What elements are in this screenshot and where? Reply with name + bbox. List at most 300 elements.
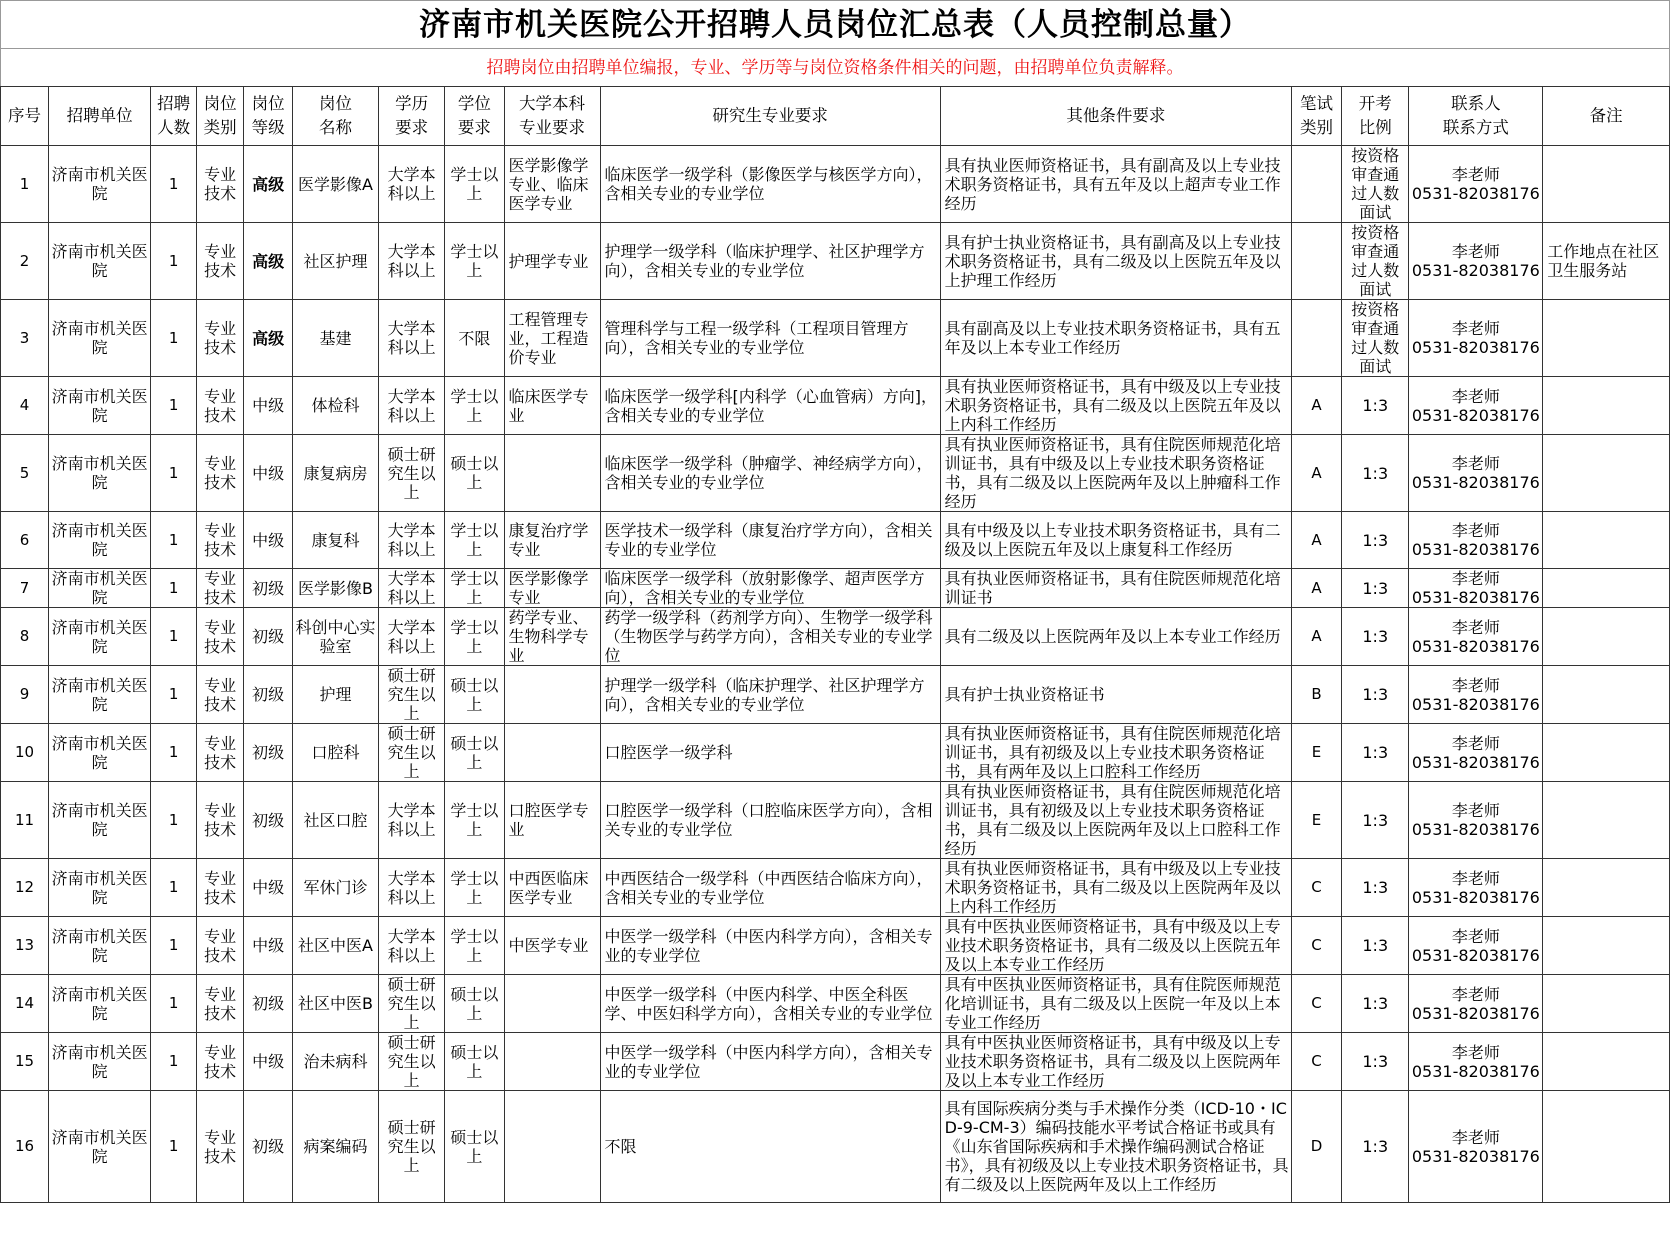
cell-exam[interactable]: C (1292, 1033, 1342, 1091)
contact-name: 李老师 (1451, 242, 1500, 261)
header-exam-line: 类别 (1300, 118, 1334, 137)
cell-edu[interactable]: 大学本科以上 (378, 608, 444, 666)
cell-grad[interactable]: 医学技术一级学科（康复治疗学方向），含相关专业的专业学位 (600, 512, 940, 569)
cell-category[interactable]: 专业技术 (197, 146, 244, 223)
cell-degree[interactable]: 学士以上 (445, 917, 504, 975)
cell-ratio[interactable]: 1:3 (1342, 569, 1409, 608)
table-row (1, 512, 1670, 569)
cell-unit[interactable]: 济南市机关医院 (49, 724, 151, 782)
cell-unit[interactable]: 济南市机关医院 (49, 608, 151, 666)
cell-count[interactable]: 1 (151, 608, 197, 666)
cell-no[interactable]: 1 (1, 146, 49, 223)
cell-note[interactable] (1543, 435, 1670, 512)
cell-count[interactable]: 1 (151, 666, 197, 724)
cell-contact[interactable] (1409, 1091, 1543, 1203)
cell-category[interactable]: 专业技术 (197, 569, 244, 608)
cell-ratio[interactable]: 1:3 (1342, 608, 1409, 666)
cell-edu[interactable]: 硕士研究生以上 (378, 975, 444, 1033)
cell-edu[interactable]: 硕士研究生以上 (378, 724, 444, 782)
contact-phone: 0531-82038176 (1411, 473, 1540, 492)
header-degree-line: 学位 (457, 94, 491, 113)
contact-phone: 0531-82038176 (1411, 338, 1540, 357)
cell-undergrad[interactable] (504, 724, 600, 782)
cell-ratio[interactable]: 1:3 (1342, 512, 1409, 569)
cell-note[interactable] (1543, 975, 1670, 1033)
cell-edu[interactable]: 大学本科以上 (378, 146, 444, 223)
cell-name[interactable]: 社区中医A (293, 917, 379, 975)
header-category-line: 类别 (203, 118, 237, 137)
cell-count[interactable]: 1 (151, 917, 197, 975)
cell-undergrad[interactable] (504, 1033, 600, 1091)
cell-ratio[interactable]: 1:3 (1342, 1033, 1409, 1091)
cell-degree[interactable]: 学士以上 (445, 223, 504, 300)
cell-grad[interactable]: 口腔医学一级学科 (600, 724, 940, 782)
cell-contact[interactable] (1409, 666, 1543, 724)
header-ratio (1342, 87, 1409, 146)
cell-no[interactable]: 4 (1, 377, 49, 435)
cell-ratio[interactable]: 1:3 (1342, 917, 1409, 975)
cell-category[interactable]: 专业技术 (197, 608, 244, 666)
cell-count[interactable]: 1 (151, 1033, 197, 1091)
cell-name[interactable]: 军休门诊 (293, 859, 379, 917)
cell-count[interactable]: 1 (151, 300, 197, 377)
cell-undergrad[interactable]: 工程管理专业，工程造价专业 (504, 300, 600, 377)
header-count (151, 87, 197, 146)
cell-other[interactable]: 具有护士执业资格证书 (940, 666, 1291, 724)
cell-undergrad[interactable]: 医学影像学专业 (504, 569, 600, 608)
cell-name[interactable]: 社区护理 (293, 223, 379, 300)
header-category (197, 87, 244, 146)
header-other (940, 87, 1291, 146)
cell-name[interactable]: 护理 (293, 666, 379, 724)
cell-undergrad[interactable]: 口腔医学专业 (504, 782, 600, 859)
cell-count[interactable]: 1 (151, 377, 197, 435)
cell-no[interactable]: 5 (1, 435, 49, 512)
table-row (1, 666, 1670, 724)
cell-other[interactable]: 具有中医执业医师资格证书，具有中级及以上专业技术职务资格证书，具有二级及以上医院五年及以上本专业工作经历 (940, 917, 1291, 975)
header-edu-line: 要求 (395, 118, 429, 137)
cell-degree[interactable]: 学士以上 (445, 859, 504, 917)
cell-other[interactable]: 具有执业医师资格证书，具有住院医师规范化培训证书，具有中级及以上专业技术职务资格证书，具有二级及以上医院两年及以上肿瘤科工作经历 (940, 435, 1291, 512)
cell-level[interactable]: 高级 (244, 300, 293, 377)
table-row (1, 608, 1670, 666)
cell-undergrad[interactable]: 药学专业、生物科学专业 (504, 608, 600, 666)
cell-note[interactable] (1543, 1091, 1670, 1203)
cell-contact[interactable] (1409, 146, 1543, 223)
header-exam-line: 笔试 (1300, 94, 1334, 113)
cell-edu[interactable]: 大学本科以上 (378, 223, 444, 300)
cell-no[interactable]: 15 (1, 1033, 49, 1091)
cell-level[interactable]: 初级 (244, 1091, 293, 1203)
cell-contact[interactable] (1409, 975, 1543, 1033)
cell-exam[interactable] (1292, 146, 1342, 223)
cell-degree[interactable]: 学士以上 (445, 377, 504, 435)
cell-category[interactable]: 专业技术 (197, 223, 244, 300)
cell-grad[interactable]: 管理科学与工程一级学科（工程项目管理方向），含相关专业的专业学位 (600, 300, 940, 377)
cell-no[interactable]: 14 (1, 975, 49, 1033)
cell-unit[interactable]: 济南市机关医院 (49, 782, 151, 859)
header-level (244, 87, 293, 146)
cell-no[interactable]: 11 (1, 782, 49, 859)
cell-count[interactable]: 1 (151, 975, 197, 1033)
cell-grad[interactable]: 药学一级学科（药剂学方向）、生物学一级学科（生物医学与药学方向），含相关专业的专业学位 (600, 608, 940, 666)
cell-note[interactable] (1543, 724, 1670, 782)
cell-ratio[interactable]: 1:3 (1342, 435, 1409, 512)
contact-phone: 0531-82038176 (1411, 945, 1540, 965)
cell-edu[interactable]: 大学本科以上 (378, 300, 444, 377)
cell-category[interactable]: 专业技术 (197, 300, 244, 377)
cell-other[interactable]: 具有执业医师资格证书，具有住院医师规范化培训证书，具有初级及以上专业技术职务资格证书，具有两年及以上口腔科工作经历 (940, 724, 1291, 782)
cell-other[interactable]: 具有中级及以上专业技术职务资格证书，具有二级及以上医院五年及以上康复科工作经历 (940, 512, 1291, 569)
header-ratio-line: 比例 (1358, 118, 1392, 137)
cell-note[interactable] (1543, 300, 1670, 377)
cell-unit[interactable]: 济南市机关医院 (49, 569, 151, 608)
cell-grad[interactable]: 中医学一级学科（中医内科学、中医全科医学、中医妇科学方向），含相关专业的专业学位 (600, 975, 940, 1033)
cell-grad[interactable]: 口腔医学一级学科（口腔临床医学方向），含相关专业的专业学位 (600, 782, 940, 859)
cell-degree[interactable]: 学士以上 (445, 782, 504, 859)
cell-grad[interactable]: 中医学一级学科（中医内科学方向），含相关专业的专业学位 (600, 1033, 940, 1091)
cell-grad[interactable]: 临床医学一级学科（放射影像学、超声医学方向），含相关专业的专业学位 (600, 569, 940, 608)
cell-other[interactable]: 具有执业医师资格证书，具有副高及以上专业技术职务资格证书，具有五年及以上超声专业工作经历 (940, 146, 1291, 223)
cell-unit[interactable]: 济南市机关医院 (49, 1033, 151, 1091)
contact-name: 李老师 (1451, 1042, 1500, 1062)
cell-name[interactable]: 康复科 (293, 512, 379, 569)
contact-phone: 0531-82038176 (1411, 184, 1540, 203)
cell-name[interactable]: 体检科 (293, 377, 379, 435)
cell-other[interactable]: 具有中医执业医师资格证书，具有住院医师规范化培训证书，具有二级及以上医院一年及以上本专业工作经历 (940, 975, 1291, 1033)
cell-note[interactable] (1543, 666, 1670, 724)
cell-edu[interactable]: 大学本科以上 (378, 859, 444, 917)
table-row (1, 975, 1670, 1033)
cell-edu[interactable]: 硕士研究生以上 (378, 666, 444, 724)
contact-phone: 0531-82038176 (1411, 1061, 1540, 1081)
cell-contact[interactable] (1409, 782, 1543, 859)
cell-contact[interactable] (1409, 435, 1543, 512)
cell-name[interactable]: 基建 (293, 300, 379, 377)
cell-level[interactable]: 中级 (244, 1033, 293, 1091)
cell-unit[interactable]: 济南市机关医院 (49, 300, 151, 377)
cell-name[interactable]: 医学影像A (293, 146, 379, 223)
cell-other[interactable]: 具有执业医师资格证书，具有住院医师规范化培训证书 (940, 569, 1291, 608)
page-subtitle: 招聘岗位由招聘单位编报，专业、学历等与岗位资格条件相关的问题，由招聘单位负责解释。 (0, 48, 1670, 86)
cell-other[interactable]: 具有中医执业医师资格证书，具有中级及以上专业技术职务资格证书，具有二级及以上医院两年及以上本专业工作经历 (940, 1033, 1291, 1091)
header-level-line: 岗位 (251, 94, 285, 113)
cell-ratio[interactable]: 1:3 (1342, 782, 1409, 859)
cell-other[interactable]: 具有副高及以上专业技术职务资格证书，具有五年及以上本专业工作经历 (940, 300, 1291, 377)
cell-count[interactable]: 1 (151, 782, 197, 859)
cell-no[interactable]: 7 (1, 569, 49, 608)
cell-edu[interactable]: 大学本科以上 (378, 917, 444, 975)
cell-no[interactable]: 8 (1, 608, 49, 666)
table-row (1, 223, 1670, 300)
cell-undergrad[interactable]: 康复治疗学专业 (504, 512, 600, 569)
cell-note[interactable] (1543, 782, 1670, 859)
cell-name[interactable]: 口腔科 (293, 724, 379, 782)
cell-count[interactable]: 1 (151, 512, 197, 569)
cell-unit[interactable]: 济南市机关医院 (49, 435, 151, 512)
cell-level[interactable]: 中级 (244, 435, 293, 512)
cell-degree[interactable]: 硕士以上 (445, 724, 504, 782)
cell-count[interactable]: 1 (151, 569, 197, 608)
header-unit-line: 招聘单位 (66, 106, 133, 125)
cell-category[interactable]: 专业技术 (197, 1091, 244, 1203)
cell-exam[interactable] (1292, 223, 1342, 300)
cell-other[interactable]: 具有执业医师资格证书，具有住院医师规范化培训证书，具有初级及以上专业技术职务资格证书，具有二级及以上医院两年及以上口腔科工作经历 (940, 782, 1291, 859)
cell-no[interactable]: 9 (1, 666, 49, 724)
contact-phone: 0531-82038176 (1411, 752, 1540, 772)
cell-degree[interactable]: 学士以上 (445, 569, 504, 608)
cell-name[interactable]: 医学影像B (293, 569, 379, 608)
cell-exam[interactable]: C (1292, 859, 1342, 917)
table-row (1, 377, 1670, 435)
cell-edu[interactable]: 大学本科以上 (378, 512, 444, 569)
cell-undergrad[interactable]: 医学影像学专业、临床医学专业 (504, 146, 600, 223)
cell-category[interactable]: 专业技术 (197, 859, 244, 917)
cell-ratio[interactable]: 1:3 (1342, 377, 1409, 435)
cell-grad[interactable]: 中医学一级学科（中医内科学方向），含相关专业的专业学位 (600, 917, 940, 975)
cell-category[interactable]: 专业技术 (197, 666, 244, 724)
cell-no[interactable]: 2 (1, 223, 49, 300)
cell-category[interactable]: 专业技术 (197, 1033, 244, 1091)
cell-ratio[interactable]: 1:3 (1342, 975, 1409, 1033)
cell-note[interactable]: 工作地点在社区卫生服务站 (1543, 223, 1670, 300)
cell-other[interactable]: 具有护士执业资格证书，具有副高及以上专业技术职务资格证书，具有二级及以上医院五年及以上护理工作经历 (940, 223, 1291, 300)
cell-level[interactable]: 初级 (244, 569, 293, 608)
contact-name: 李老师 (1451, 386, 1500, 406)
cell-edu[interactable]: 硕士研究生以上 (378, 1091, 444, 1203)
cell-degree[interactable]: 硕士以上 (445, 666, 504, 724)
contact-phone: 0531-82038176 (1411, 820, 1540, 839)
cell-level[interactable]: 初级 (244, 975, 293, 1033)
cell-contact[interactable] (1409, 223, 1543, 300)
cell-exam[interactable]: E (1292, 782, 1342, 859)
cell-contact[interactable] (1409, 569, 1543, 608)
cell-level[interactable]: 初级 (244, 724, 293, 782)
cell-contact[interactable] (1409, 917, 1543, 975)
cell-count[interactable]: 1 (151, 435, 197, 512)
cell-other[interactable]: 具有国际疾病分类与手术操作分类（ICD-10・ICD-9-CM-3）编码技能水平考试合格证书或具有《山东省国际疾病和手术操作编码测试合格证书》，具有初级及以上专业技术职务资格证书，具有二级及以上医院两年及以上工作经历 (940, 1091, 1291, 1203)
cell-ratio[interactable]: 按资格审查通过人数面试 (1342, 223, 1409, 300)
header-note (1543, 87, 1670, 146)
cell-grad[interactable]: 中西医结合一级学科（中西医结合临床方向），含相关专业的专业学位 (600, 859, 940, 917)
cell-count[interactable]: 1 (151, 1091, 197, 1203)
cell-level[interactable]: 高级 (244, 146, 293, 223)
contact-name: 李老师 (1451, 617, 1500, 637)
cell-contact[interactable] (1409, 608, 1543, 666)
cell-degree[interactable]: 硕士以上 (445, 435, 504, 512)
header-edu-line: 学历 (395, 94, 429, 113)
cell-undergrad[interactable]: 临床医学专业 (504, 377, 600, 435)
contact-name: 李老师 (1451, 733, 1500, 753)
table-row (1, 435, 1670, 512)
cell-degree[interactable]: 学士以上 (445, 608, 504, 666)
contact-phone: 0531-82038176 (1411, 261, 1540, 280)
cell-contact[interactable] (1409, 1033, 1543, 1091)
cell-note[interactable] (1543, 608, 1670, 666)
contact-phone: 0531-82038176 (1411, 1003, 1540, 1023)
cell-undergrad[interactable] (504, 975, 600, 1033)
cell-degree[interactable]: 不限 (445, 300, 504, 377)
cell-contact[interactable] (1409, 377, 1543, 435)
header-edu (378, 87, 444, 146)
page-title: 济南市机关医院公开招聘人员岗位汇总表（人员控制总量） (0, 0, 1670, 48)
cell-exam[interactable]: C (1292, 917, 1342, 975)
cell-category[interactable]: 专业技术 (197, 435, 244, 512)
cell-degree[interactable]: 硕士以上 (445, 975, 504, 1033)
cell-note[interactable] (1543, 377, 1670, 435)
cell-unit[interactable]: 济南市机关医院 (49, 223, 151, 300)
header-no-line: 序号 (8, 106, 41, 125)
cell-unit[interactable]: 济南市机关医院 (49, 377, 151, 435)
cell-contact[interactable] (1409, 724, 1543, 782)
cell-contact[interactable] (1409, 512, 1543, 569)
cell-level[interactable]: 中级 (244, 512, 293, 569)
cell-degree[interactable]: 学士以上 (445, 512, 504, 569)
cell-exam[interactable]: B (1292, 666, 1342, 724)
cell-degree[interactable]: 硕士以上 (445, 1091, 504, 1203)
table-row (1, 569, 1670, 608)
cell-no[interactable]: 16 (1, 1091, 49, 1203)
cell-edu[interactable]: 大学本科以上 (378, 782, 444, 859)
cell-count[interactable]: 1 (151, 724, 197, 782)
header-undergrad-line: 大学本科 (519, 94, 586, 113)
cell-unit[interactable]: 济南市机关医院 (49, 975, 151, 1033)
table-row (1, 917, 1670, 975)
cell-exam[interactable]: C (1292, 975, 1342, 1033)
cell-grad[interactable]: 护理学一级学科（临床护理学、社区护理学方向），含相关专业的专业学位 (600, 223, 940, 300)
cell-undergrad[interactable]: 中医学专业 (504, 917, 600, 975)
cell-unit[interactable]: 济南市机关医院 (49, 1091, 151, 1203)
header-name (293, 87, 379, 146)
cell-exam[interactable]: D (1292, 1091, 1342, 1203)
cell-undergrad[interactable] (504, 666, 600, 724)
header-other-line: 其他条件要求 (1066, 106, 1166, 125)
contact-phone: 0531-82038176 (1411, 694, 1540, 714)
cell-ratio[interactable]: 1:3 (1342, 724, 1409, 782)
cell-note[interactable] (1543, 146, 1670, 223)
cell-level[interactable]: 中级 (244, 377, 293, 435)
cell-grad[interactable]: 护理学一级学科（临床护理学、社区护理学方向），含相关专业的专业学位 (600, 666, 940, 724)
cell-other[interactable]: 具有执业医师资格证书，具有中级及以上专业技术职务资格证书，具有二级及以上医院两年及以上内科工作经历 (940, 859, 1291, 917)
cell-ratio[interactable]: 按资格审查通过人数面试 (1342, 146, 1409, 223)
cell-exam[interactable]: A (1292, 608, 1342, 666)
header-count-line: 招聘 (157, 94, 191, 113)
cell-exam[interactable]: A (1292, 569, 1342, 608)
table-row (1, 724, 1670, 782)
cell-note[interactable] (1543, 917, 1670, 975)
cell-grad[interactable]: 临床医学一级学科[内科学（心血管病）方向]，含相关专业的专业学位 (600, 377, 940, 435)
cell-count[interactable]: 1 (151, 859, 197, 917)
contact-phone: 0531-82038176 (1411, 887, 1540, 907)
cell-count[interactable]: 1 (151, 223, 197, 300)
cell-ratio[interactable]: 1:3 (1342, 859, 1409, 917)
cell-unit[interactable]: 济南市机关医院 (49, 859, 151, 917)
cell-name[interactable]: 科创中心实验室 (293, 608, 379, 666)
cell-degree[interactable]: 硕士以上 (445, 1033, 504, 1091)
cell-no[interactable]: 13 (1, 917, 49, 975)
cell-ratio[interactable]: 1:3 (1342, 666, 1409, 724)
cell-contact[interactable] (1409, 300, 1543, 377)
cell-ratio[interactable]: 按资格审查通过人数面试 (1342, 300, 1409, 377)
contact-name: 李老师 (1451, 926, 1500, 946)
cell-name[interactable]: 治未病科 (293, 1033, 379, 1091)
cell-name[interactable]: 社区口腔 (293, 782, 379, 859)
recruitment-table (0, 86, 1670, 1203)
header-name-line: 名称 (318, 118, 352, 137)
cell-exam[interactable]: A (1292, 435, 1342, 512)
cell-note[interactable] (1543, 859, 1670, 917)
cell-note[interactable] (1543, 1033, 1670, 1091)
cell-edu[interactable]: 硕士研究生以上 (378, 435, 444, 512)
cell-name[interactable]: 康复病房 (293, 435, 379, 512)
cell-unit[interactable]: 济南市机关医院 (49, 146, 151, 223)
cell-level[interactable]: 初级 (244, 782, 293, 859)
cell-no[interactable]: 12 (1, 859, 49, 917)
cell-name[interactable]: 社区中医B (293, 975, 379, 1033)
cell-exam[interactable] (1292, 300, 1342, 377)
cell-unit[interactable]: 济南市机关医院 (49, 512, 151, 569)
cell-note[interactable] (1543, 569, 1670, 608)
cell-name[interactable]: 病案编码 (293, 1091, 379, 1203)
cell-category[interactable]: 专业技术 (197, 975, 244, 1033)
cell-category[interactable]: 专业技术 (197, 512, 244, 569)
cell-other[interactable]: 具有二级及以上医院两年及以上本专业工作经历 (940, 608, 1291, 666)
cell-count[interactable]: 1 (151, 146, 197, 223)
cell-level[interactable]: 中级 (244, 859, 293, 917)
cell-note[interactable] (1543, 512, 1670, 569)
contact-name: 李老师 (1451, 569, 1500, 588)
cell-edu[interactable]: 大学本科以上 (378, 377, 444, 435)
cell-ratio[interactable]: 1:3 (1342, 1091, 1409, 1203)
cell-level[interactable]: 初级 (244, 666, 293, 724)
cell-category[interactable]: 专业技术 (197, 724, 244, 782)
header-level-line: 等级 (251, 118, 285, 137)
cell-undergrad[interactable] (504, 435, 600, 512)
cell-category[interactable]: 专业技术 (197, 782, 244, 859)
cell-level[interactable]: 高级 (244, 223, 293, 300)
cell-contact[interactable] (1409, 859, 1543, 917)
cell-category[interactable]: 专业技术 (197, 377, 244, 435)
table-row (1, 1091, 1670, 1203)
cell-no[interactable]: 6 (1, 512, 49, 569)
cell-unit[interactable]: 济南市机关医院 (49, 917, 151, 975)
cell-exam[interactable]: E (1292, 724, 1342, 782)
table-body (1, 146, 1670, 1203)
cell-undergrad[interactable]: 护理学专业 (504, 223, 600, 300)
table-row (1, 782, 1670, 859)
cell-exam[interactable]: A (1292, 377, 1342, 435)
cell-degree[interactable]: 学士以上 (445, 146, 504, 223)
header-note-line: 备注 (1589, 106, 1623, 125)
cell-edu[interactable]: 大学本科以上 (378, 569, 444, 608)
cell-grad[interactable]: 临床医学一级学科（影像医学与核医学方向），含相关专业的专业学位 (600, 146, 940, 223)
cell-exam[interactable]: A (1292, 512, 1342, 569)
cell-no[interactable]: 10 (1, 724, 49, 782)
cell-level[interactable]: 中级 (244, 917, 293, 975)
cell-grad[interactable]: 临床医学一级学科（肿瘤学、神经病学方向），含相关专业的专业学位 (600, 435, 940, 512)
cell-no[interactable]: 3 (1, 300, 49, 377)
cell-grad[interactable]: 不限 (600, 1091, 940, 1203)
cell-unit[interactable]: 济南市机关医院 (49, 666, 151, 724)
cell-edu[interactable]: 硕士研究生以上 (378, 1033, 444, 1091)
cell-undergrad[interactable]: 中西医临床医学专业 (504, 859, 600, 917)
cell-undergrad[interactable] (504, 1091, 600, 1203)
cell-level[interactable]: 初级 (244, 608, 293, 666)
contact-name: 李老师 (1451, 521, 1500, 540)
cell-category[interactable]: 专业技术 (197, 917, 244, 975)
contact-name: 李老师 (1451, 801, 1500, 820)
cell-other[interactable]: 具有执业医师资格证书，具有中级及以上专业技术职务资格证书，具有二级及以上医院五年及以上内科工作经历 (940, 377, 1291, 435)
